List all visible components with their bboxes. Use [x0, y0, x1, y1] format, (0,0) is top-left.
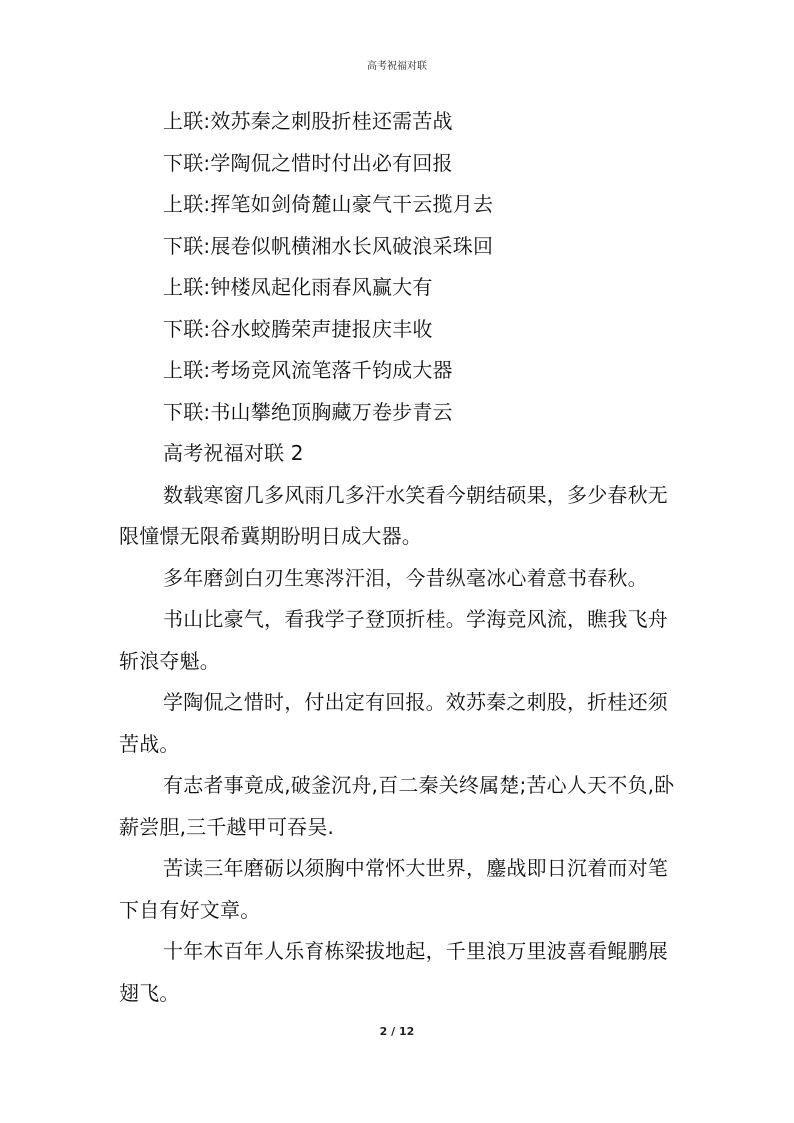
couplet-line: 上联:效苏秦之刺股折桂还需苦战 — [163, 109, 453, 133]
paragraph: 十年木百年人乐育栋梁拔地起，千里浪万里波喜看鲲鹏展翅飞。 — [119, 939, 668, 1005]
couplet-line: 下联:展卷似帆横湘水长风破浪采珠回 — [163, 233, 494, 258]
couplet-line: 上联:钟楼凤起化雨春风赢大有 — [163, 275, 433, 299]
couplet-line: 下联:书山攀绝顶胸藏万卷步青云 — [163, 399, 453, 424]
couplet-line: 上联:挥笔如剑倚麓山豪气干云揽月去 — [163, 192, 494, 216]
paragraph: 学陶侃之惜时，付出定有回报。效苏秦之刺股，折桂还须苦战。 — [119, 690, 668, 756]
paragraph: 有志者事竟成,破釜沉舟,百二秦关终属楚;苦心人天不负,卧薪尝胆,三千越甲可吞吴. — [119, 773, 675, 839]
couplet-line: 下联:谷水蛟腾荣声捷报庆丰收 — [163, 316, 433, 341]
page-header: 高考祝福对联 — [367, 61, 427, 72]
paragraph: 苦读三年磨砺以须胸中常怀大世界，鏖战即日沉着而对笔下自有好文章。 — [119, 856, 668, 922]
paragraph: 数载寒窗几多风雨几多汗水笑看今朝结硕果，多少春秋无限憧憬无限希冀期盼明日成大器。 — [119, 482, 668, 548]
paragraph: 书山比豪气，看我学子登顶折桂。学海竞风流，瞧我飞舟斩浪夺魁。 — [119, 607, 668, 673]
page-number: 2 / 12 — [379, 1025, 415, 1038]
paragraph: 多年磨剑白刃生寒涔汗泪，今昔纵毫冰心着意书春秋。 — [163, 565, 648, 590]
couplet-line: 下联:学陶侃之惜时付出必有回报 — [163, 150, 453, 175]
couplet-line: 上联:考场竞风流笔落千钧成大器 — [163, 358, 453, 382]
document-body — [119, 101, 685, 1014]
section-title: 高考祝福对联 2 — [163, 441, 304, 465]
